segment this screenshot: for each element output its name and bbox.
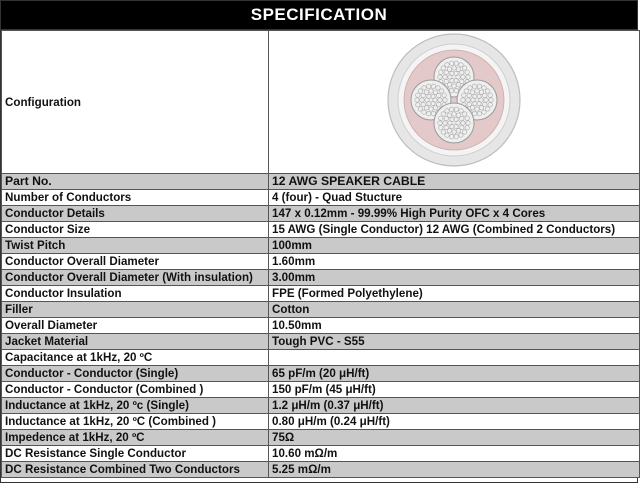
row-label: Impedence at 1kHz, 20 ºC: [2, 430, 269, 446]
table-row: [2, 286, 640, 302]
row-label: Conductor Size: [2, 222, 269, 238]
row-label: Conductor Insulation: [2, 286, 269, 302]
row-label: Conductor - Conductor (Single): [2, 366, 269, 382]
row-label: Conductor Overall Diameter (With insulation): [2, 270, 269, 286]
row-value: 147 x 0.12mm - 99.99% High Purity OFC x 4 Cores: [269, 206, 640, 222]
row-value: 65 pF/m (20 μH/ft): [269, 366, 640, 382]
row-value: 1.2 μH/m (0.37 μH/ft): [269, 398, 640, 414]
table-row: [2, 302, 640, 318]
row-label: DC Resistance Combined Two Conductors: [2, 462, 269, 478]
table-row: [2, 174, 640, 190]
table-row: [2, 318, 640, 334]
cable-cross-section-icon: [384, 31, 524, 169]
table-row: [2, 270, 640, 286]
row-value: Cotton: [269, 302, 640, 318]
row-label: Twist Pitch: [2, 238, 269, 254]
spec-title: SPECIFICATION: [1, 1, 637, 30]
row-label: Conductor - Conductor (Combined ): [2, 382, 269, 398]
row-label: Inductance at 1kHz, 20 ºC (Combined ): [2, 414, 269, 430]
row-label: Inductance at 1kHz, 20 ºc (Single): [2, 398, 269, 414]
row-label: Conductor Overall Diameter: [2, 254, 269, 270]
table-row: [2, 254, 640, 270]
table-row: [2, 366, 640, 382]
row-value: Tough PVC - S55: [269, 334, 640, 350]
row-value: 4 (four) - Quad Stucture: [269, 190, 640, 206]
row-label: Conductor Details: [2, 206, 269, 222]
configuration-image-cell: [269, 31, 640, 174]
table-row: [2, 350, 640, 366]
row-label: Capacitance at 1kHz, 20 ºC: [2, 350, 269, 366]
configuration-label: Configuration: [2, 31, 269, 174]
table-row: [2, 222, 640, 238]
row-value: 5.25 mΩ/m: [269, 462, 640, 478]
table-row: [2, 446, 640, 462]
table-row: [2, 414, 640, 430]
row-label: Jacket Material: [2, 334, 269, 350]
row-value: 1.60mm: [269, 254, 640, 270]
row-value: 0.80 μH/m (0.24 μH/ft): [269, 414, 640, 430]
row-value: 10.50mm: [269, 318, 640, 334]
row-value: [269, 350, 640, 366]
table-row: [2, 382, 640, 398]
row-label: Number of Conductors: [2, 190, 269, 206]
table-row: [2, 398, 640, 414]
table-row: [2, 462, 640, 478]
row-value: 3.00mm: [269, 270, 640, 286]
spec-table: [1, 30, 640, 478]
row-label: Filler: [2, 302, 269, 318]
row-label: Part No.: [2, 174, 269, 190]
row-value: FPE (Formed Polyethylene): [269, 286, 640, 302]
table-row: [2, 334, 640, 350]
row-label: Overall Diameter: [2, 318, 269, 334]
row-value: 100mm: [269, 238, 640, 254]
row-value: 150 pF/m (45 μH/ft): [269, 382, 640, 398]
table-row: [2, 190, 640, 206]
row-value: 15 AWG (Single Conductor) 12 AWG (Combined 2 Conductors): [269, 222, 640, 238]
row-value: 75Ω: [269, 430, 640, 446]
row-value: 12 AWG SPEAKER CABLE: [269, 174, 640, 190]
table-row: [2, 238, 640, 254]
configuration-row: [2, 31, 640, 174]
row-label: DC Resistance Single Conductor: [2, 446, 269, 462]
row-value: 10.60 mΩ/m: [269, 446, 640, 462]
table-row: [2, 206, 640, 222]
table-row: [2, 430, 640, 446]
